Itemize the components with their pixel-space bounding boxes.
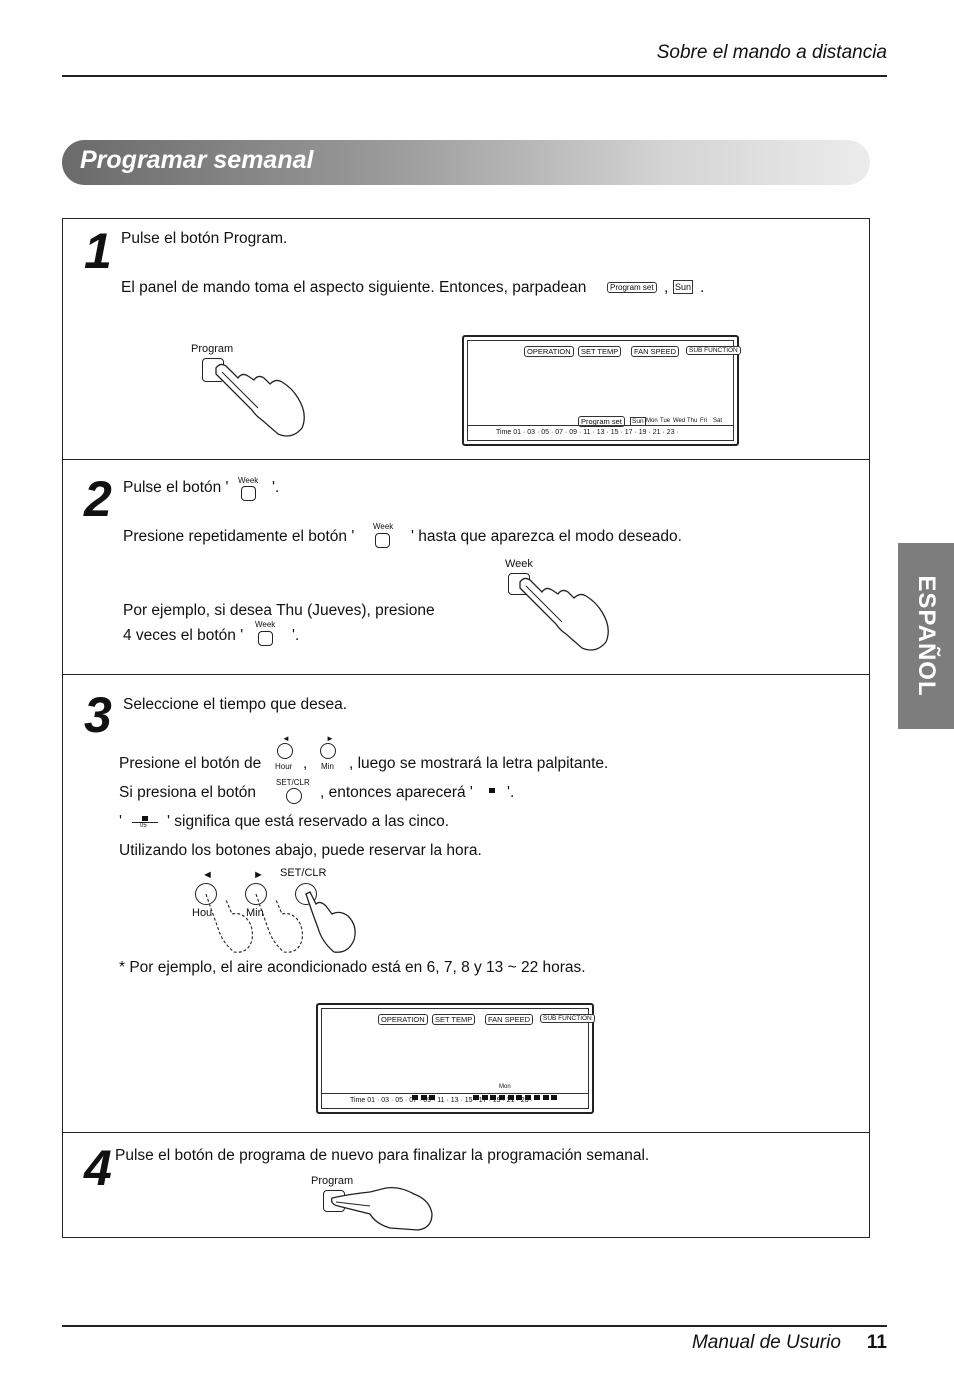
operation-label: OPERATION [378, 1014, 428, 1025]
period: . [700, 279, 705, 296]
comma: , [664, 279, 669, 296]
set-temp-label: SET TEMP [578, 346, 621, 357]
segment-number: 05 [140, 823, 147, 829]
day-wed: Wed [673, 418, 686, 424]
segment-mark-icon [489, 788, 495, 793]
pointing-hand-icon [212, 370, 312, 440]
pointing-hand-icon [516, 584, 616, 654]
min-mini-label: Min [321, 762, 334, 771]
sun-badge: Sun [675, 282, 692, 292]
pressing-hands-icon [200, 892, 370, 958]
day-mon: Mon [499, 1084, 511, 1090]
step3-line2-b: , luego se mostrará la letra palpitante. [349, 755, 609, 772]
day-sun: Sun [632, 418, 644, 425]
footer-title: Manual de Usurio [691, 1332, 841, 1353]
step-number: 2 [84, 471, 112, 527]
week-mini-label: Week [238, 476, 259, 485]
setclr-button-label: SET/CLR [280, 867, 327, 879]
step3-example: * Por ejemplo, el aire acondicionado está en 6, 7, 8 y 13 ~ 22 horas. [119, 959, 586, 976]
step3-line3-c: '. [507, 784, 515, 801]
right-arrow-icon: ► [253, 869, 264, 881]
week-mini-label: Week [373, 522, 394, 531]
program-button-label: Program [311, 1175, 354, 1187]
display-panel [462, 335, 739, 446]
hour-button-icon [277, 743, 293, 759]
language-tab-label: ESPAÑOL [913, 575, 940, 697]
comma: , [303, 755, 308, 772]
sub-function-label: SUB FUNCTION [540, 1014, 595, 1023]
step3-line5: Utilizando los botones abajo, puede reservar la hora. [119, 842, 482, 859]
day-tue: Tue [660, 418, 671, 424]
segment-mark-icon [142, 816, 148, 821]
step2-line2-a: Presione repetidamente el botón ' [123, 528, 355, 545]
week-mini-label: Week [255, 620, 276, 629]
step4-line1: Pulse el botón de programa de nuevo para finalizar la programación semanal. [115, 1147, 650, 1164]
step-divider [62, 674, 870, 675]
fan-speed-label: FAN SPEED [485, 1014, 533, 1025]
operation-label: OPERATION [524, 346, 574, 357]
step-divider [62, 1132, 870, 1133]
step-number: 3 [84, 687, 112, 743]
setclr-mini-label: SET/CLR [276, 778, 310, 787]
min-button-icon [320, 743, 336, 759]
day-fri: Fri [700, 418, 707, 424]
section-banner [62, 140, 870, 185]
hour-button-label: Hou [192, 907, 213, 919]
week-button-icon [375, 533, 390, 548]
step1-line1: Pulse el botón Program. [121, 230, 288, 247]
step3-line4-b: ' significa que está reservado a las cinco. [167, 813, 450, 830]
program-set-label: Program set [578, 416, 625, 427]
running-header: Sobre el mando a distancia [656, 42, 887, 63]
right-arrow-icon: ► [326, 734, 334, 743]
header-rule [62, 75, 887, 77]
day-sat: Sat [713, 418, 723, 424]
step3-line3-a: Si presiona el botón [119, 784, 257, 801]
min-button-label: Min [246, 907, 264, 919]
hour-mini-label: Hour [275, 762, 293, 771]
step2-line1-a: Pulse el botón ' [123, 479, 229, 496]
section-title: Programar semanal [80, 146, 314, 174]
program-set-badge: Program set [607, 282, 657, 293]
left-arrow-icon: ◄ [202, 869, 213, 881]
step-number: 1 [84, 223, 112, 279]
pointing-hand-icon [330, 1184, 440, 1234]
page-number: 11 [866, 1332, 887, 1353]
step1-line2: El panel de mando toma el aspecto siguiente. Entonces, parpadean [121, 279, 587, 296]
language-tab [898, 543, 954, 729]
day-mon: Mon [646, 418, 658, 424]
step2-line3: Por ejemplo, si desea Thu (Jueves), presione [123, 602, 435, 619]
step3-line2-a: Presione el botón de [119, 755, 262, 772]
footer-rule [62, 1325, 887, 1327]
step-number: 4 [84, 1140, 112, 1196]
step3-line4-a: ' [119, 813, 122, 830]
week-button-label: Week [505, 558, 533, 570]
week-button-icon [241, 486, 256, 501]
step2-line2-b: ' hasta que aparezca el modo deseado. [411, 528, 682, 545]
step3-line3-b: , entonces aparecerá ' [320, 784, 473, 801]
sub-function-label: SUB FUNCTION [686, 346, 741, 355]
day-thu: Thu [687, 418, 698, 424]
step2-line1-b: '. [272, 479, 280, 496]
step2-line4-a: 4 veces el botón ' [123, 627, 244, 644]
fan-speed-label: FAN SPEED [631, 346, 679, 357]
setclr-button-icon [286, 788, 302, 804]
program-button-label: Program [191, 343, 234, 355]
time-row: Time 01 · 03 · 05 · 07 · 09 · 11 · 13 · 15 · 17 · 19 · 21 · 23 · [468, 425, 733, 440]
step2-line4-b: '. [292, 627, 300, 644]
left-arrow-icon: ◄ [282, 734, 290, 743]
week-button-icon [258, 631, 273, 646]
step-divider [62, 459, 870, 460]
set-temp-label: SET TEMP [432, 1014, 475, 1025]
time-row: Time 01 · 03 · 05 · 07 · 09 · 11 · 13 · 15 · 17 · 19 · 21 · 23 · [322, 1093, 588, 1108]
display-panel-example [316, 1003, 594, 1114]
step3-line1: Seleccione el tiempo que desea. [123, 696, 348, 713]
running-footer [0, 1332, 887, 1354]
